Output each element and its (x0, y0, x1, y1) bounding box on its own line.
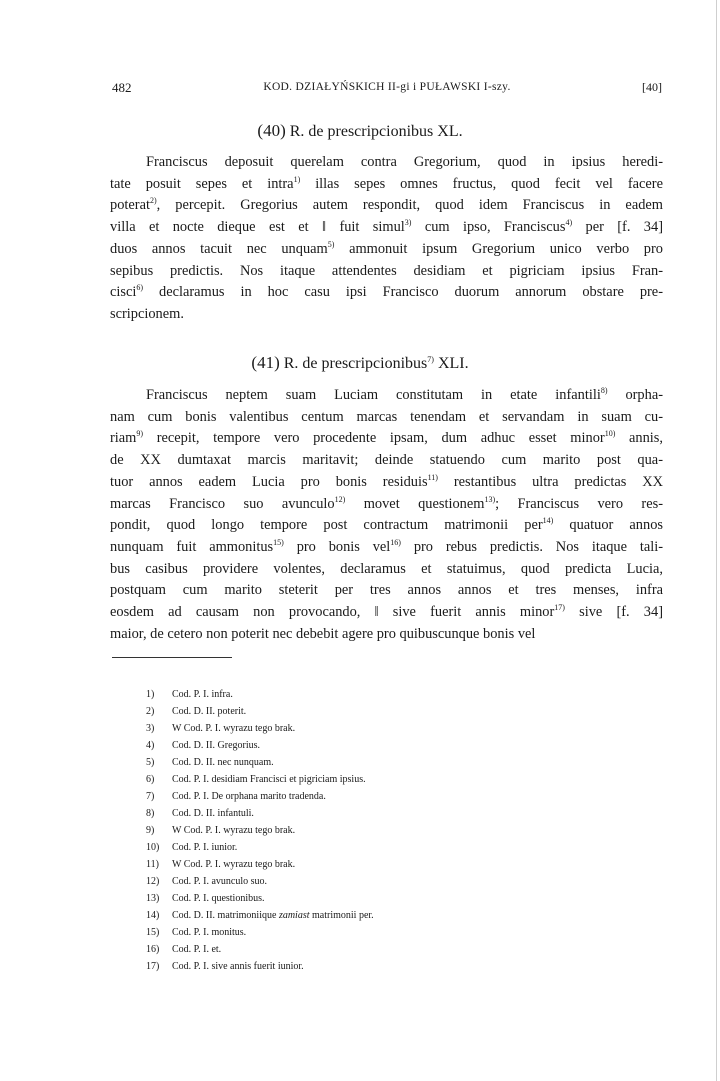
footnote-ref: 16) (390, 537, 401, 547)
footnote-ref: 11) (427, 472, 438, 482)
footnote: 17) Cod. P. I. sive annis fuerit iunior. (146, 961, 304, 972)
page-edge-line (716, 0, 717, 1081)
text-line: maior, de cetero non poterit nec debebit agere pro quibuscunque bonis vel (110, 625, 536, 642)
text-line: nam cum bonis valentibus centum marcas tenendam et servandam in suam cu- (110, 408, 663, 425)
text-line: nunquam fuit ammonitus$^{15)}$ pro bonis vel$^{16)}$ pro rebus predictis. Nos itaque tali- (110, 537, 663, 555)
text-line: villa et nocte dieque est et ‖ fuit simul$^{3)}$ cum ipso, Franciscus$^{4)}$ per [f. 34] (110, 218, 663, 236)
text-line: tuor annos eadem Lucia pro bonis residuis$^{11)}$ restantibus ultra predictas XX (110, 472, 663, 490)
text-line: bus casibus providere volentes, declaramus et statuimus, quod predicta Lucia, (110, 560, 663, 577)
footnote-ref: 15) (273, 537, 284, 547)
footnote-ref: 1) (293, 174, 301, 184)
folio-marker: [f. 34] (617, 219, 663, 236)
running-header (112, 80, 662, 100)
footnote: 7) Cod. P. I. De orphana marito tradenda. (146, 791, 326, 802)
section-heading-41 (0, 353, 720, 373)
paragraph-40 (110, 152, 663, 326)
footnote-ref: 4) (565, 218, 573, 228)
footnote-ref: 6) (136, 283, 144, 293)
heading-title: R. de prescripcionibus (283, 355, 428, 372)
footnote-ref: 13) (484, 494, 496, 504)
footnote: 13) Cod. P. I. questionibus. (146, 893, 265, 904)
text-line: duos annos tacuit nec unquam$^{5)}$ ammonuit ipsum Gregorium unico verbo pro (110, 239, 663, 257)
page-number: 482 (112, 80, 132, 95)
folio-marker: [f. 34] (616, 604, 663, 621)
text-line: cisci$^{6)}$ declaramus in hoc casu ipsi Francisco duorum annorum obstare pre- (110, 283, 663, 301)
footnote: 2) Cod. D. II. poterit. (146, 706, 247, 717)
footnote-ref: 10) (604, 429, 616, 439)
footnote-ref: 3) (404, 218, 412, 228)
heading-number: (40) (257, 121, 286, 140)
heading-title: R. de prescripcionibus XL. (289, 123, 463, 140)
text-line: sepibus predictis. Nos itaque attendentes desidiam et pigriciam ipsius Fran- (110, 262, 663, 279)
text-line: poterat$^{2)}$, percepit. Gregorius autem respondit, quod idem Franciscus in eadem (110, 196, 663, 214)
text-line: riam$^{9)}$ recepit, tempore vero procedente ipsam, dum adhuc esset minor$^{10)}$ annis, (110, 429, 663, 447)
footnote: 14) Cod. D. II. matrimoniique zamiast matrimonii per. (146, 910, 374, 921)
footnote-ref: 5) (327, 239, 335, 249)
footnote: 15) Cod. P. I. monitus. (146, 927, 247, 938)
running-title: KOD. DZIAŁYŃSKICH II-gi i PUŁAWSKI I-szy. (263, 81, 511, 93)
paragraph-41 (110, 385, 663, 645)
footnote: 4) Cod. D. II. Gregorius. (146, 740, 261, 751)
text-line: pondit, quod longo tempore post contractum matrimonii per$^{14)}$ quatuor annos (110, 516, 663, 534)
footnote: 9) W Cod. P. I. wyrazu tego brak. (146, 825, 296, 836)
footnote: 8) Cod. D. II. infantuli. (146, 808, 254, 819)
footnote: 3) W Cod. P. I. wyrazu tego brak. (146, 723, 296, 734)
footnote-divider (112, 657, 232, 658)
text-line: postquam cum marito steterit per tres annos annos et tres menses, infra (110, 582, 663, 599)
section-number: [40] (642, 80, 662, 94)
text-line: marcas Francisco suo avunculo$^{12)}$ movet questionem$^{13)}$; Franciscus vero res- (110, 494, 663, 512)
footnote-ref: 7) (427, 355, 434, 364)
text-line: tate posuit sepes et intra$^{1)}$ illas sepes omnes fructus, quod fecit vel facere (110, 174, 663, 192)
footnote: 11) W Cod. P. I. wyrazu tego brak. (146, 859, 296, 870)
heading-number: (41) (251, 353, 280, 372)
footnote: 16) Cod. P. I. et. (146, 944, 222, 955)
footnotes (146, 686, 646, 975)
footnote: 1) Cod. P. I. infra. (146, 689, 233, 700)
text-line: eosdem ad causam non provocando, ‖ sive fuerit annis minor$^{17)}$ sive [f. 34] (110, 603, 663, 621)
text-line: de XX dumtaxat marcis maritavit; deinde statuendo cum marito post qua- (110, 452, 663, 469)
heading-roman: XLI. (437, 355, 469, 372)
section-heading-40 (0, 121, 720, 141)
footnote: 6) Cod. P. I. desidiam Francisci et pigriciam ipsius. (146, 774, 366, 785)
footnote-ref: 17) (554, 603, 565, 613)
footnote: 10) Cod. P. I. iunior. (146, 842, 238, 853)
footnote-ref: 14) (542, 516, 554, 526)
footnote-ref: 9) (136, 429, 144, 439)
footnote-ref: 12) (334, 494, 346, 504)
text-line: Franciscus neptem suam Luciam constitutam in etate infantili$^{8)}$ orpha- (146, 386, 663, 403)
footnote: 5) Cod. D. II. nec nunquam. (146, 757, 274, 768)
footnote-ref: 2) (149, 196, 157, 206)
footnote: 12) Cod. P. I. avunculo suo. (146, 876, 267, 887)
text-line: Franciscus deposuit querelam contra Gregorium, quod in ipsius heredi- (146, 154, 663, 170)
footnote-ref: 8) (600, 386, 608, 395)
text-line: scripcionem. (110, 305, 184, 322)
